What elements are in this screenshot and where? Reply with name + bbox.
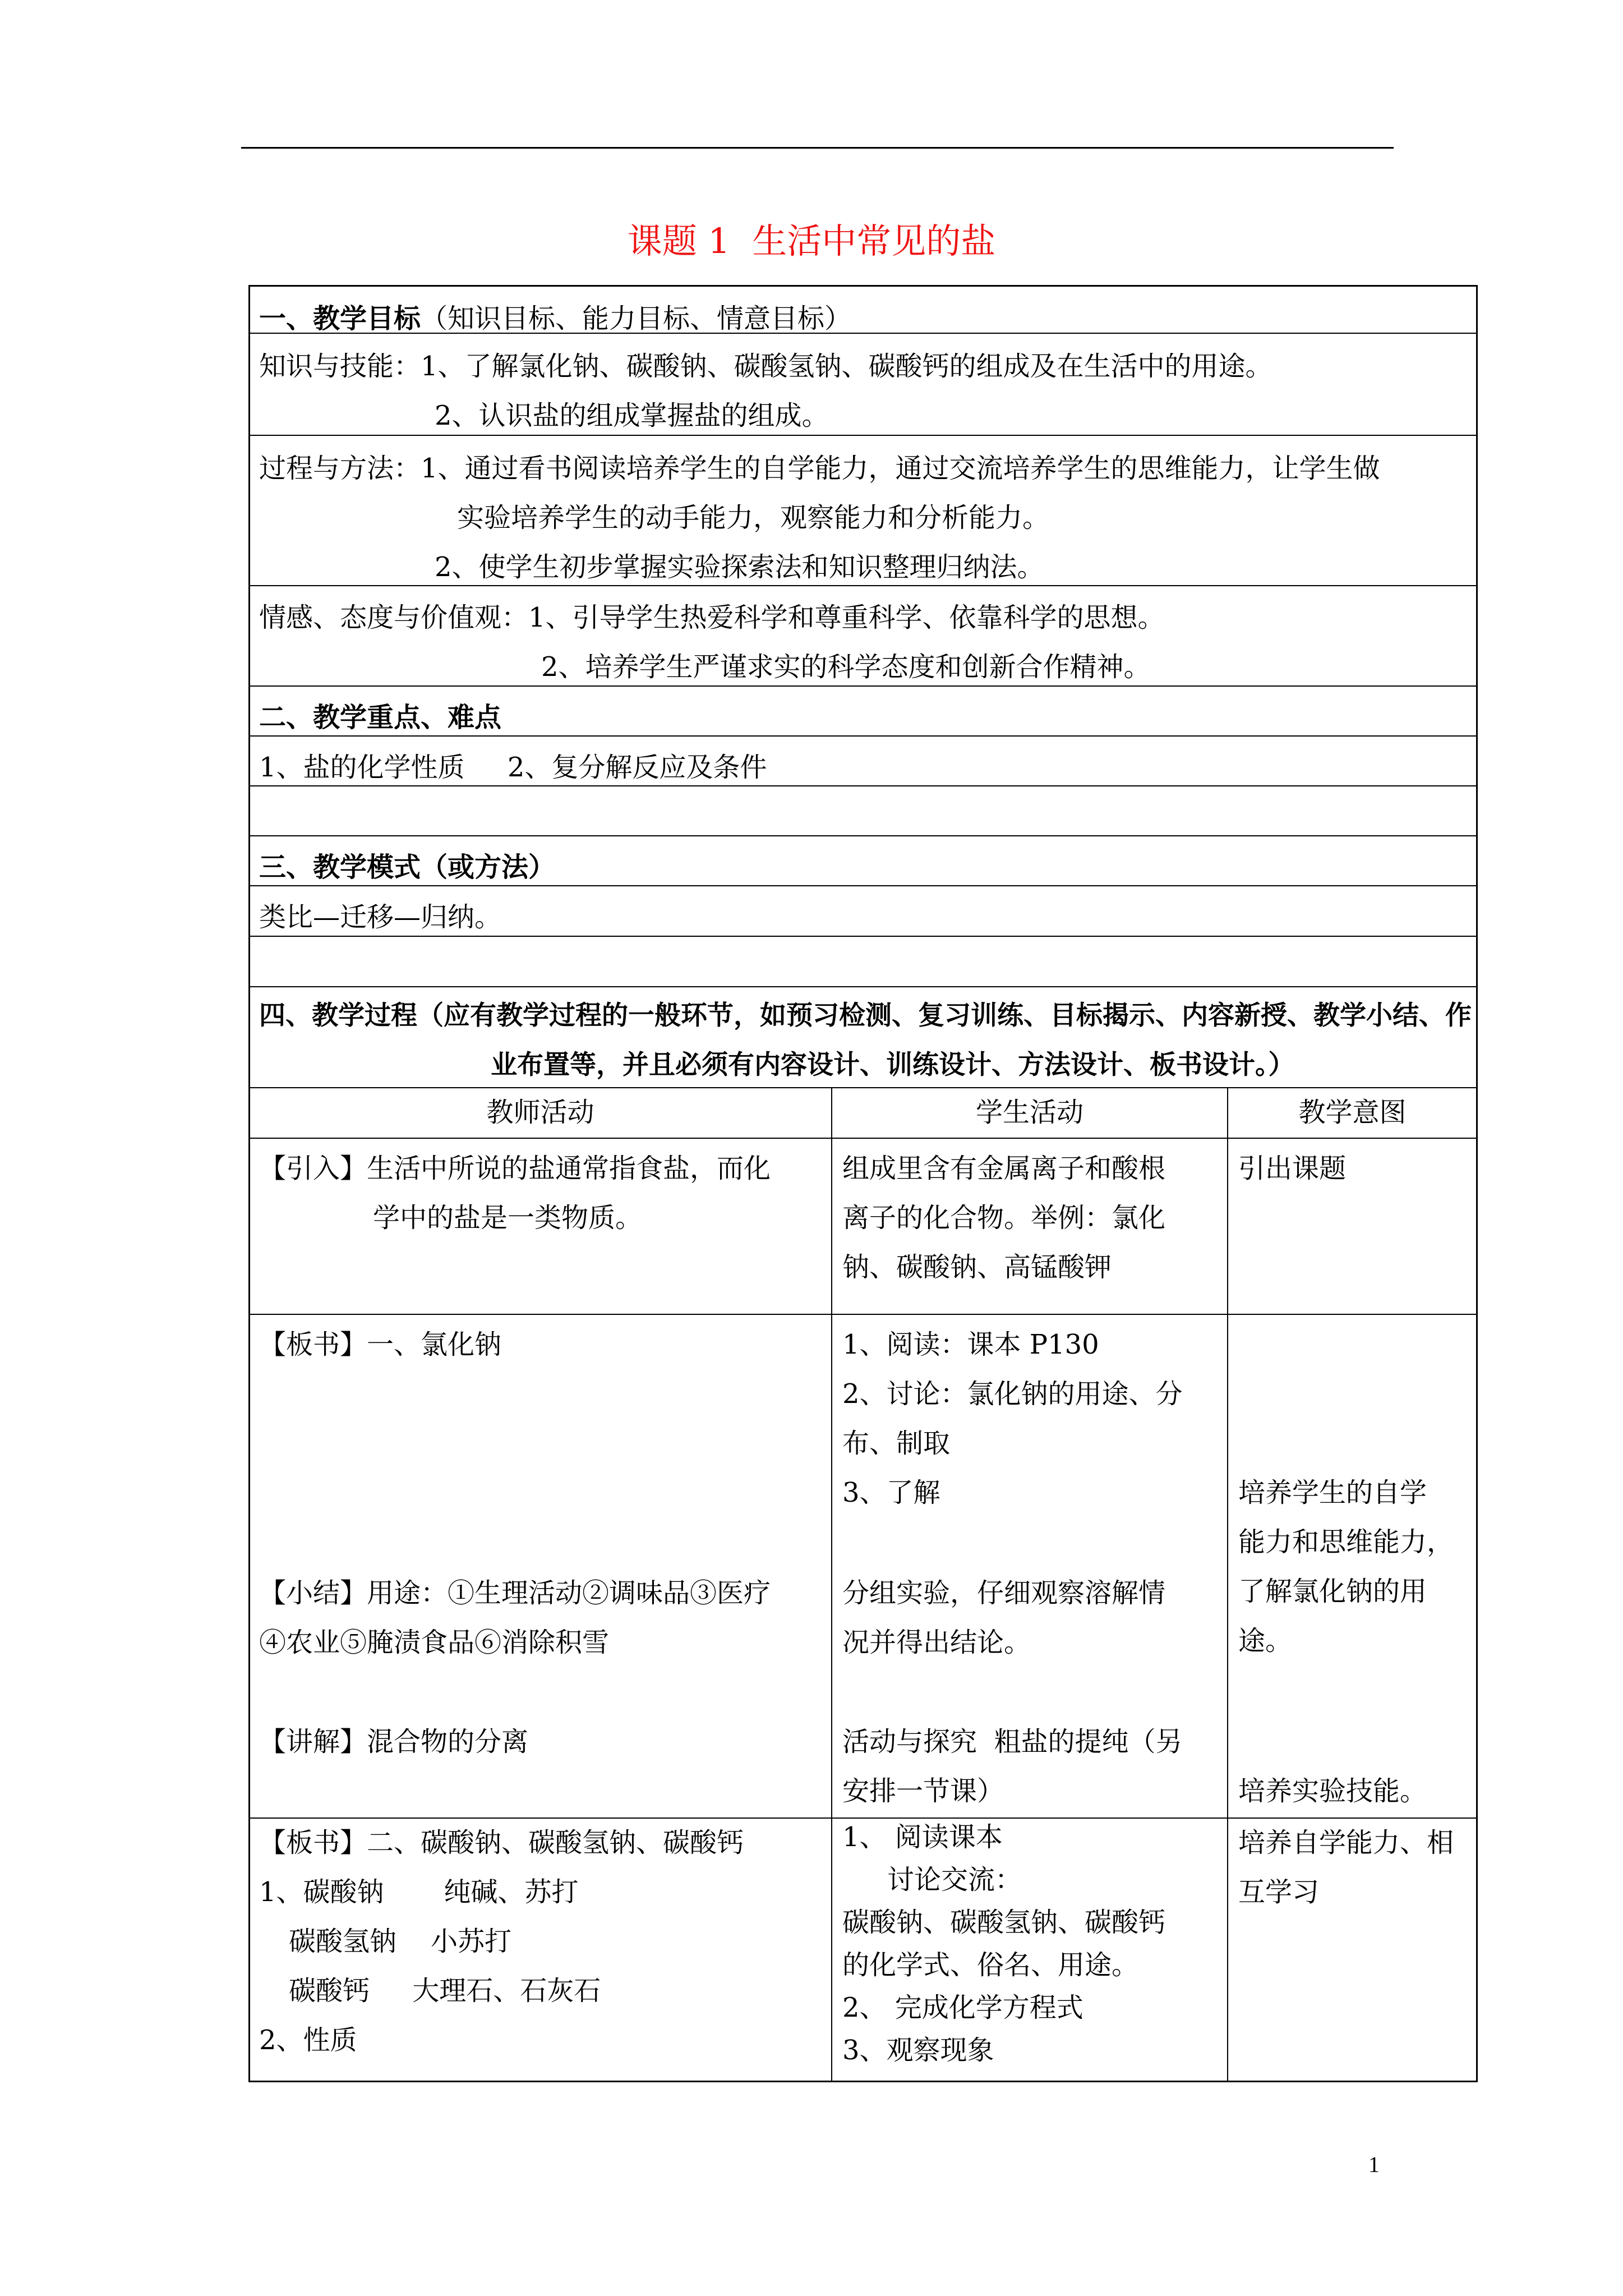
column-header-teacher: 教师活动 <box>486 1097 594 1128</box>
teacher-activity-line: 【板书】二、碳酸钠、碳酸氢钠、碳酸钙 <box>259 1827 744 1858</box>
intent-line: 途。 <box>1238 1625 1293 1657</box>
teacher-activity-line: 【讲解】混合物的分离 <box>259 1726 529 1757</box>
intent-line: 了解氯化钠的用 <box>1238 1576 1427 1607</box>
student-activity-line: 安排一节课） <box>842 1775 1004 1807</box>
student-activity-line: 讨论交流： <box>887 1864 1022 1895</box>
teacher-activity-line: 【板书】一、氯化钠 <box>259 1329 502 1360</box>
teacher-activity-line: 2、性质 <box>259 2024 357 2056</box>
intent-line: 培养实验技能。 <box>1238 1775 1427 1807</box>
row-divider <box>248 835 1478 836</box>
teacher-activity-line: 学中的盐是一类物质。 <box>373 1202 643 1234</box>
student-activity-line: 的化学式、俗名、用途。 <box>842 1949 1139 1981</box>
section3-heading: 三、教学模式（或方法） <box>259 852 556 883</box>
section2-content: 1、盐的化学性质 2、复分解反应及条件 <box>259 752 767 783</box>
intent-line: 培养学生的自学 <box>1238 1477 1427 1508</box>
student-activity-line: 2、 完成化学方程式 <box>842 1992 1083 2023</box>
teacher-activity-line: ④农业⑤腌渍食品⑥消除积雪 <box>259 1627 610 1658</box>
teacher-activity-line: 碳酸钙 大理石、石灰石 <box>289 1975 601 2007</box>
column-divider <box>1227 1087 1228 2082</box>
section3-content: 类比—迁移—归纳。 <box>259 901 502 933</box>
student-activity-line: 分组实验，仔细观察溶解情 <box>842 1577 1166 1609</box>
page-title: 课题 1 生活中常见的盐 <box>627 220 996 261</box>
student-activity-line: 2、讨论：氯化钠的用途、分 <box>842 1378 1183 1410</box>
teacher-activity-line: 碳酸氢钠 小苏打 <box>289 1926 512 1957</box>
student-activity-line: 3、了解 <box>842 1477 940 1508</box>
header-rule <box>241 147 1394 149</box>
column-header-student: 学生活动 <box>975 1097 1083 1128</box>
student-activity-line: 1、 阅读课本 <box>842 1821 1003 1853</box>
intent-line: 培养自学能力、相 <box>1238 1827 1454 1858</box>
student-activity-line: 活动与探究 粗盐的提纯（另 <box>842 1726 1183 1757</box>
section4-heading-line: 四、教学过程（应有教学过程的一般环节，如预习检测、复习训练、目标揭示、内容新授、教学小结、作 <box>259 1000 1472 1031</box>
student-activity-line: 3、观察现象 <box>842 2035 994 2066</box>
row-divider <box>248 986 1478 987</box>
section1-heading-line <box>259 299 851 338</box>
process-line: 2、使学生初步掌握实验探索法和知识整理归纳法。 <box>435 551 1044 583</box>
student-activity-line: 况并得出结论。 <box>842 1627 1031 1658</box>
intent-line: 互学习 <box>1238 1876 1320 1908</box>
intent-line: 能力和思维能力， <box>1238 1526 1454 1558</box>
page-number: 1 <box>1368 2152 1380 2177</box>
knowledge-line: 2、认识盐的组成掌握盐的组成。 <box>435 400 829 431</box>
student-activity-line: 离子的化合物。举例：氯化 <box>842 1202 1166 1234</box>
teacher-activity-line: 【引入】生活中所说的盐通常指食盐，而化 <box>259 1153 771 1184</box>
knowledge-line: 知识与技能：1、了解氯化钠、碳酸钠、碳酸氢钠、碳酸钙的组成及在生活中的用途。 <box>259 351 1272 382</box>
row-divider <box>248 1314 1478 1315</box>
row-divider <box>248 1087 1478 1088</box>
row-divider <box>248 1138 1478 1139</box>
process-line: 过程与方法：1、通过看书阅读培养学生的自学能力，通过交流培养学生的思维能力，让学生做 <box>259 453 1380 484</box>
student-activity-line: 组成里含有金属离子和酸根 <box>842 1153 1166 1184</box>
teacher-activity-line: 【小结】用途：①生理活动②调味品③医疗 <box>259 1577 771 1609</box>
student-activity-line: 1、阅读：课本 P130 <box>842 1329 1099 1360</box>
process-line: 实验培养学生的动手能力，观察能力和分析能力。 <box>457 502 1050 533</box>
emotion-line: 2、培养学生严谨求实的科学态度和创新合作精神。 <box>541 651 1151 683</box>
emotion-line: 情感、态度与价值观：1、引导学生热爱科学和尊重科学、依靠科学的思想。 <box>259 602 1165 633</box>
section4-heading-line: 业布置等，并且必须有内容设计、训练设计、方法设计、板书设计。） <box>491 1050 1295 1080</box>
student-activity-line: 布、制取 <box>842 1428 951 1459</box>
intent-line: 引出课题 <box>1238 1153 1347 1184</box>
column-header-intent: 教学意图 <box>1298 1097 1407 1128</box>
section2-heading: 二、教学重点、难点 <box>259 702 502 733</box>
student-activity-line: 碳酸钠、碳酸氢钠、碳酸钙 <box>842 1907 1166 1938</box>
section1-heading-note: （知识目标、能力目标、情意目标） <box>421 303 852 334</box>
section1-heading: 一、教学目标 <box>259 303 421 334</box>
student-activity-line: 钠、碳酸钠、高锰酸钾 <box>842 1251 1112 1283</box>
teacher-activity-line: 1、碳酸钠 纯碱、苏打 <box>259 1876 579 1908</box>
row-divider <box>248 435 1478 436</box>
column-divider <box>831 1087 832 2082</box>
